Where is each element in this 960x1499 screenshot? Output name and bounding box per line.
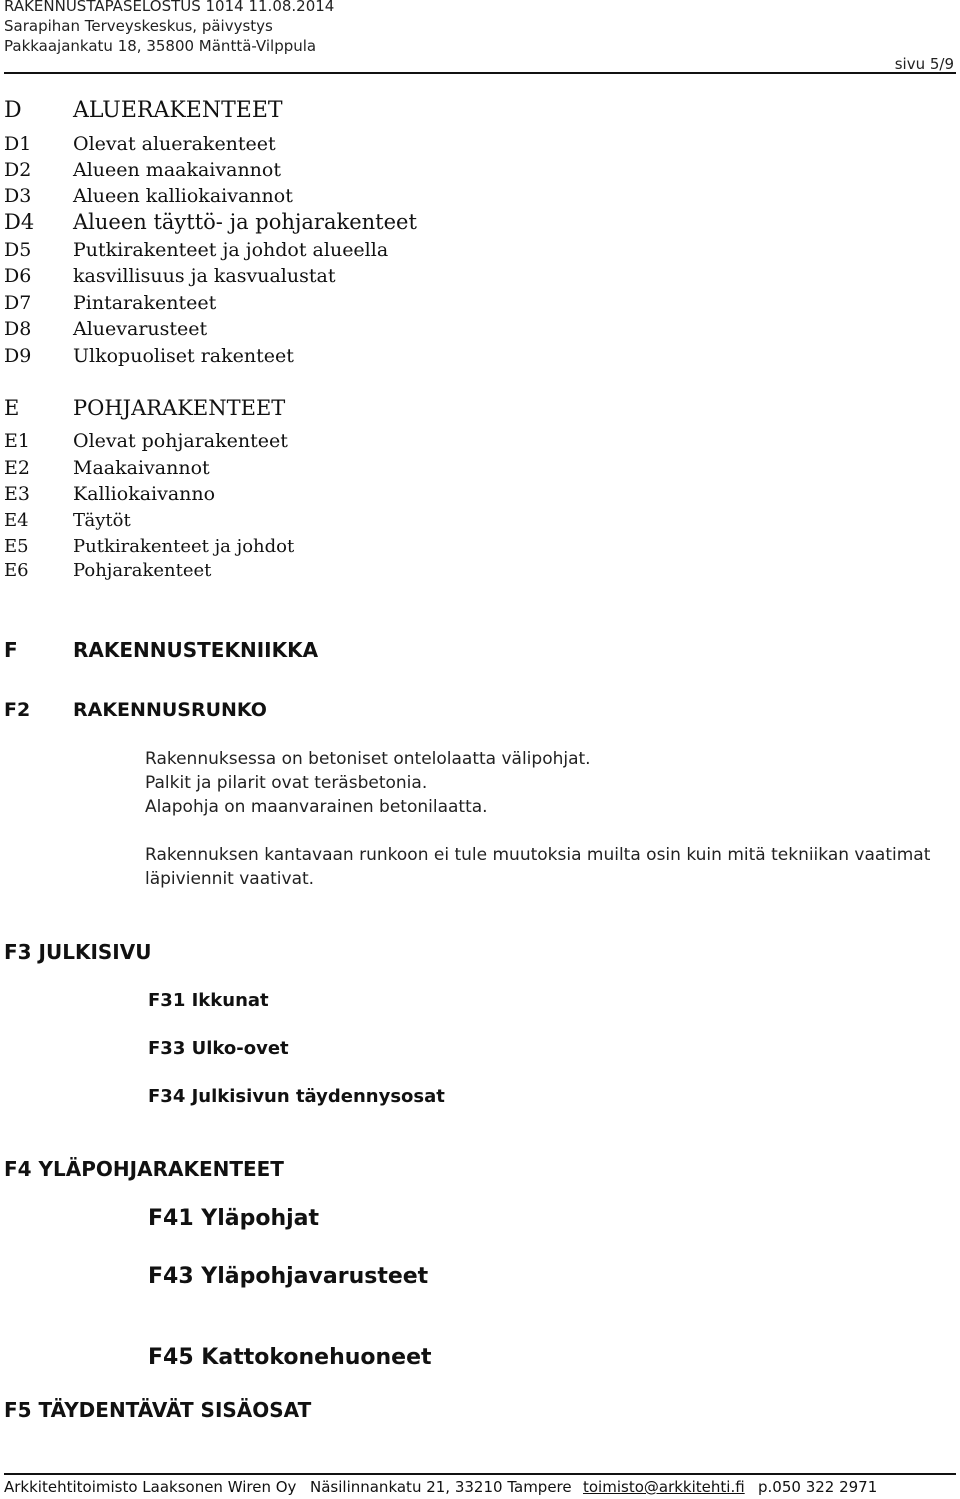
item-label: Putkirakenteet ja johdot — [73, 536, 295, 557]
f4-title: F4 YLÄPOHJARAKENTEET — [4, 1157, 284, 1181]
project-name: Sarapihan Terveyskeskus, päivystys — [4, 17, 273, 35]
item-code: E6 — [4, 560, 29, 581]
item-code: D4 — [4, 210, 35, 234]
item-label: Aluevarusteet — [73, 318, 208, 340]
paragraph-line: Rakennuksen kantavaan runkoon ei tule muutoksia muilta osin kuin mitä tekniikan vaatimat — [145, 845, 931, 865]
item-code: D1 — [4, 133, 32, 155]
item-code: D3 — [4, 185, 32, 207]
project-address: Pakkaajankatu 18, 35800 Mänttä-Vilppula — [4, 37, 317, 55]
f2-code: F2 — [4, 699, 31, 721]
f3-item: F34 Julkisivun täydennysosat — [148, 1086, 445, 1107]
item-code: E3 — [4, 483, 30, 505]
item-label: Pohjarakenteet — [73, 560, 212, 581]
item-label: Pintarakenteet — [73, 292, 217, 314]
paragraph-line: Rakennuksessa on betoniset ontelolaatta välipohjat. — [145, 749, 591, 769]
doc-title: RAKENNUSTAPASELOSTUS 1014 11.08.2014 — [4, 0, 335, 15]
section-f-code: F — [4, 638, 18, 662]
paragraph-line: Alapohja on maanvarainen betonilaatta. — [145, 797, 488, 817]
section-f-title: RAKENNUSTEKNIIKKA — [73, 638, 319, 662]
page-number: sivu 5/9 — [894, 55, 954, 73]
item-code: D5 — [4, 239, 32, 261]
item-label: Maakaivannot — [73, 457, 210, 479]
item-label: Kalliokaivanno — [73, 483, 216, 505]
section-e-title: POHJARAKENTEET — [73, 396, 286, 420]
item-label: Ulkopuoliset rakenteet — [73, 345, 294, 367]
item-label: Alueen kalliokaivannot — [73, 185, 293, 207]
item-code: D8 — [4, 318, 32, 340]
item-label: kasvillisuus ja kasvualustat — [73, 265, 336, 287]
item-code: E4 — [4, 510, 29, 531]
f3-title: F3 JULKISIVU — [4, 940, 152, 964]
f3-item: F33 Ulko-ovet — [148, 1038, 289, 1059]
item-code: D7 — [4, 292, 32, 314]
paragraph-line: läpiviennit vaativat. — [145, 869, 315, 889]
f4-item: F41 Yläpohjat — [148, 1206, 320, 1231]
item-code: E5 — [4, 536, 29, 557]
footer-divider — [4, 1473, 956, 1475]
item-code: E1 — [4, 430, 30, 452]
item-code: D9 — [4, 345, 32, 367]
footer-address: Näsilinnankatu 21, 33210 Tampere — [310, 1478, 572, 1496]
section-d-title: ALUERAKENTEET — [73, 98, 283, 123]
footer-email-link[interactable]: toimisto@arkkitehti.fi — [583, 1478, 745, 1496]
footer-phone: p.050 322 2971 — [758, 1478, 878, 1496]
item-label: Alueen maakaivannot — [73, 159, 281, 181]
item-label: Olevat pohjarakenteet — [73, 430, 288, 452]
footer-company: Arkkitehtitoimisto Laaksonen Wiren Oy — [4, 1478, 297, 1496]
item-label: Alueen täyttö- ja pohjarakenteet — [73, 210, 417, 234]
f3-item: F31 Ikkunat — [148, 990, 269, 1011]
item-label: Olevat aluerakenteet — [73, 133, 276, 155]
paragraph-line: Palkit ja pilarit ovat teräsbetonia. — [145, 773, 428, 793]
item-label: Putkirakenteet ja johdot alueella — [73, 239, 389, 261]
section-e-code: E — [4, 396, 20, 420]
item-code: E2 — [4, 457, 30, 479]
f4-item: F43 Yläpohjavarusteet — [148, 1264, 429, 1289]
section-d-code: D — [4, 98, 22, 123]
f4-item: F45 Kattokonehuoneet — [148, 1345, 432, 1370]
f5-title: F5 TÄYDENTÄVÄT SISÄOSAT — [4, 1398, 312, 1422]
f2-title: RAKENNUSRUNKO — [73, 699, 267, 721]
item-code: D6 — [4, 265, 32, 287]
item-code: D2 — [4, 159, 32, 181]
item-label: Täytöt — [73, 510, 131, 531]
header-divider — [4, 72, 956, 74]
